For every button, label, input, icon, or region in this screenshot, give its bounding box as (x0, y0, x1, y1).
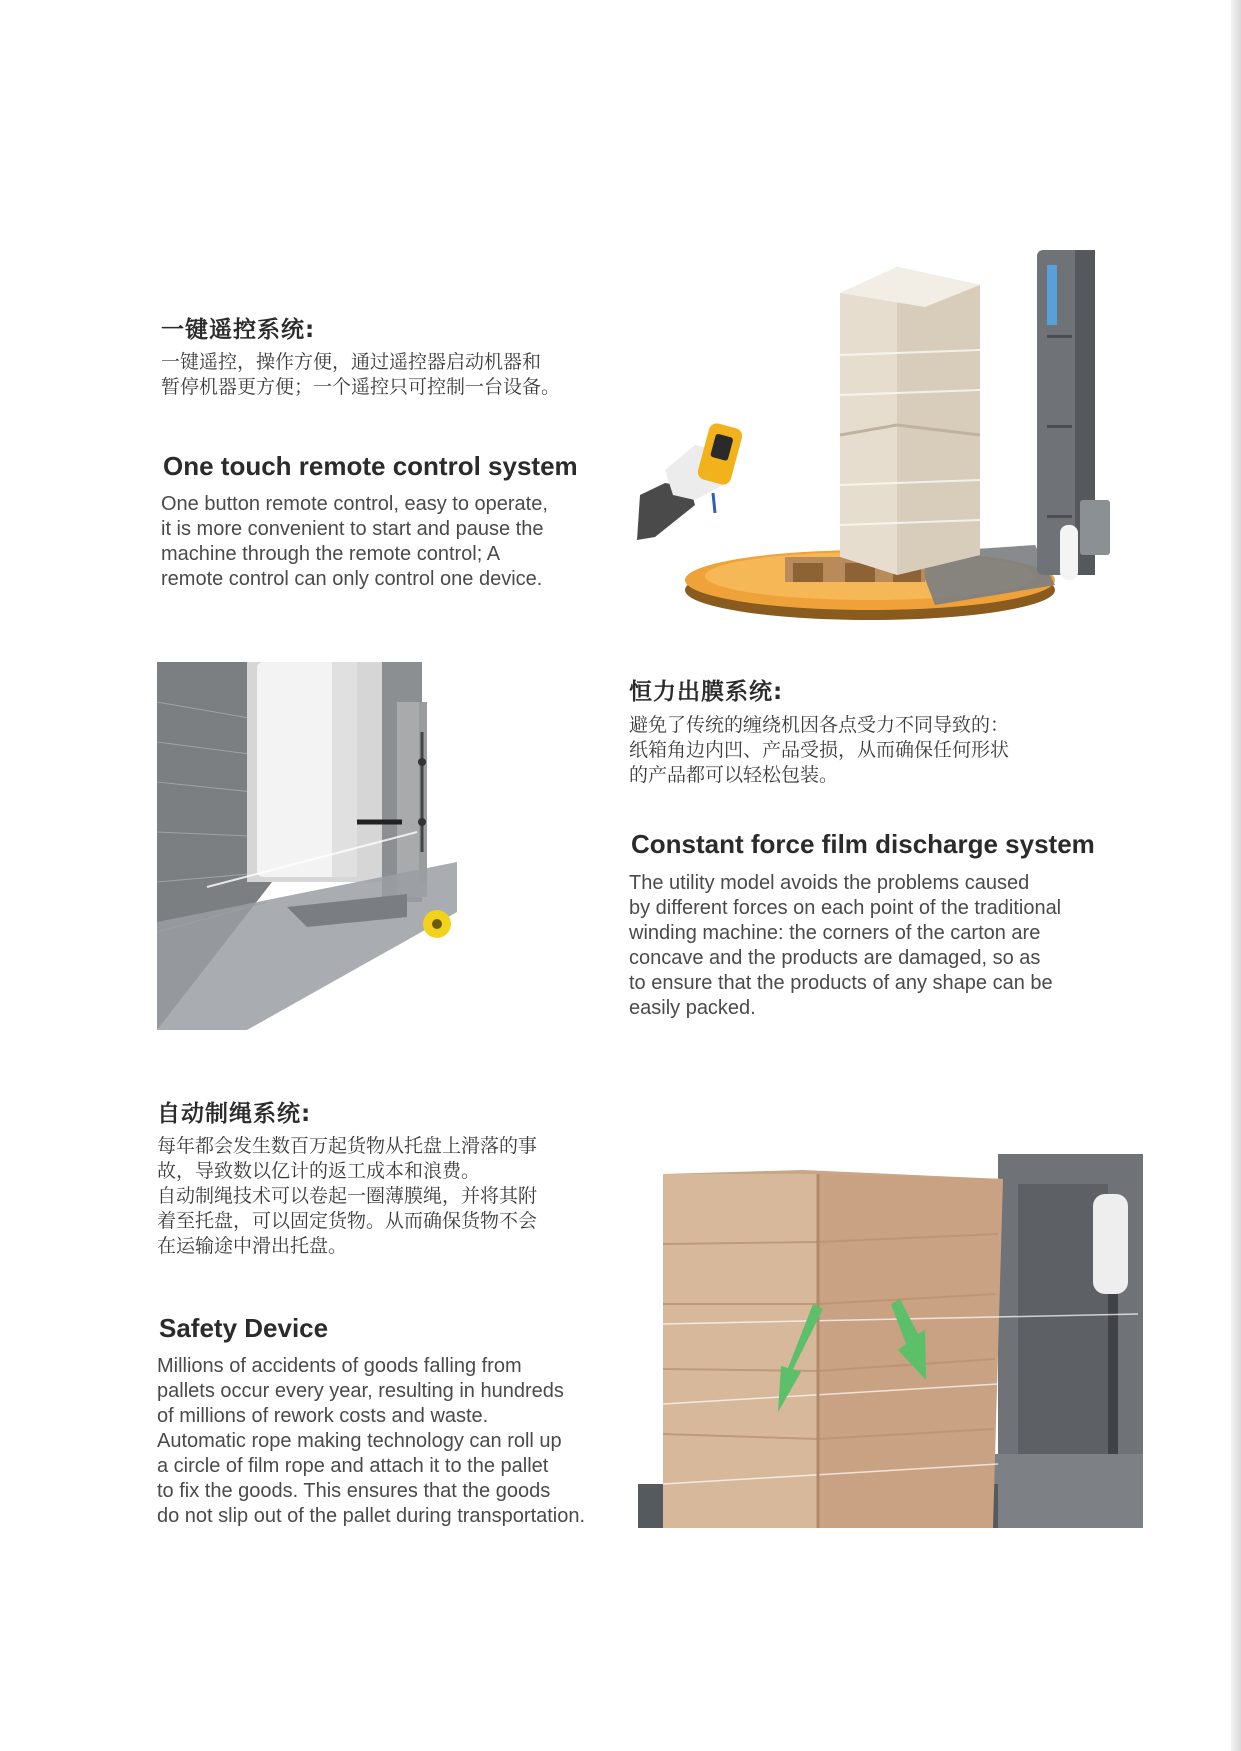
section-1-en-body: One button remote control, easy to operate, it is more convenient to start and pause the machine through the remote control; A remote control can only control one device. (161, 493, 548, 590)
section-2-zh-title: 恒力出膜系统: (629, 679, 784, 705)
remote-control-wrapping-machine-image (635, 245, 1130, 630)
section-3-zh-body: 每年都会发生数百万起货物从托盘上滑落的事 故，导致数以亿计的返工成本和浪费。 自动制绳技术可以卷起一圈薄膜绳，并将其附 着至托盘，可以固定货物。从而确保货物不会 在运输途中滑出托盘。 (157, 1135, 538, 1257)
section-2-zh-body: 避免了传统的缠绕机因各点受力不同导致的： 纸箱角边内凹、产品受损，从而确保任何形状 的产品都可以轻松包装。 (629, 714, 1010, 786)
section-1-zh-body: 一键遥控，操作方便，通过遥控器启动机器和 暂停机器更方便；一个遥控只可控制一台设备。 (161, 351, 561, 398)
section-1-zh-title: 一键遥控系统: (161, 317, 316, 343)
film-carriage-image (157, 662, 457, 1030)
safety-device-image (638, 1154, 1143, 1528)
section-3-en-body: Millions of accidents of goods falling from pallets occur every year, resulting in hundreds of millions of rework costs and waste. Automatic rope making technology can roll up a circle of film rope and attach it to the pallet to fix the goods. This ensures that the goods do not slip out of the pallet during transportation. (157, 1355, 586, 1527)
film-roll (1093, 1194, 1128, 1294)
section-2-en-title: Constant force film discharge system (631, 829, 1095, 859)
machine-column (978, 1154, 1143, 1528)
section-3-en-title: Safety Device (159, 1313, 329, 1343)
section-2-en-body: The utility model avoids the problems caused by different forces on each point of the traditional winding machine: the corners of the carton are concave and the products are damaged, so as to ensure that the products of any shape can be easily packed. (629, 872, 1062, 1019)
section-3-zh-title: 自动制绳系统: (157, 1101, 312, 1127)
page-edge-strip (1231, 0, 1241, 1751)
section-1-en-title: One touch remote control system (163, 451, 578, 481)
wrapped-load (840, 267, 980, 575)
machine-column (1037, 250, 1110, 580)
hand-with-remote (637, 422, 744, 540)
